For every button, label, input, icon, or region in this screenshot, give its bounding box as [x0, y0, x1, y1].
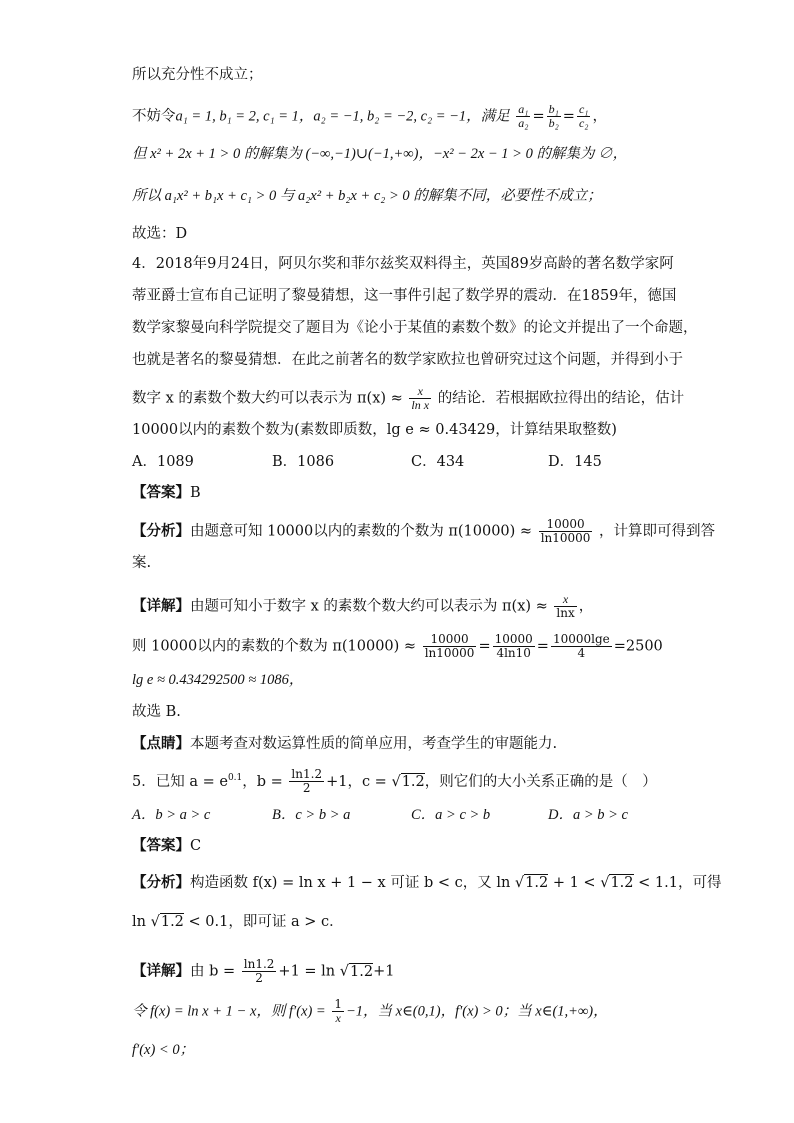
question-4-line: 10000以内的素数个数为(素数即质数，lg e ≈ 0.43429，计算结果取整数) — [132, 422, 617, 438]
detail-line: 令 f(x) = ln x + 1 − x，则 f′(x) = $\frac{1}{x}$ −1，当 x∈(0,1)，f′(x) > 0；当 x∈(1,+∞)， — [132, 997, 608, 1025]
question-4-line: 也就是著名的黎曼猜想．在此之前著名的数学家欧拉也曾研究过这个问题，并得到小于 — [132, 352, 683, 368]
question-4-line: 4．2018年9月24日，阿贝尔奖和菲尔兹奖双料得主，英国89岁高龄的著名数学家阿 — [132, 256, 674, 272]
option-d: D．a > b > c — [548, 807, 628, 823]
detail-line: 则 10000以内的素数的个数为 π(10000) ≈ $\frac{10000}{\ln 10000}$ = $\frac{10000}{4\ln 10}$ = $\frac{10000\lg e}{4}$ =2500 — [132, 632, 663, 660]
fraction: $\frac{10000\lg e}{4}$ — [552, 632, 610, 660]
detail-line: 【详解】由题可知小于数字 x 的素数个数大约可以表示为 π(x) ≈ $\frac{x}{\ln x}$ ， — [132, 592, 594, 620]
fraction: $\frac{10000}{4\ln 10}$ — [494, 632, 533, 660]
answer-line: 【答案】B — [132, 484, 201, 501]
detail-line: f′(x) < 0； — [132, 1042, 195, 1058]
analysis-line: ln √1.2 < 0.1，即可证 a > c． — [132, 914, 344, 930]
fraction: $\frac{10000}{\ln 10000}$ — [424, 632, 475, 660]
text-line: 故选：D — [132, 226, 188, 242]
remark-line: 【点睛】本题考查对数运算性质的简单应用，考查学生的审题能力. — [132, 735, 558, 752]
detail-line: lg e ≈ 0.434292500 ≈ 1086， — [132, 672, 304, 688]
detail-line: 故选 B. — [132, 704, 181, 720]
text-line: 所以充分性不成立； — [132, 67, 263, 83]
question-4-line: 数字 x 的素数个数大约可以表示为 π(x) ≈ $\frac{x}{\text{ln x}}$ 的结论．若根据欧拉得出的结论，估计 — [132, 384, 685, 412]
option-a: A．1089 — [132, 454, 194, 470]
option-b: B．1086 — [272, 454, 335, 470]
option-d: D．145 — [548, 454, 602, 470]
text-line: 所以 a₁x² + b₁x + c₁ > 0 与 a₂x² + b₂x + c₂ > 0 的解集不同，必要性不成立； — [132, 188, 602, 204]
fraction: $\frac{10000}{\ln 10000}$ — [540, 517, 591, 545]
question-4-line: 数学家黎曼向科学院提交了题目为《论小于某值的素数个数》的论文并提出了一个命题， — [132, 320, 698, 336]
fraction: $\frac{\text{c₁}}{\text{c₂}}$ — [578, 102, 589, 130]
fraction: $\frac{x}{\ln x}$ — [556, 592, 575, 620]
option-c: C．a > c > b — [411, 807, 491, 823]
analysis-line: 案. — [132, 555, 152, 571]
analysis-line: 【分析】构造函数 f(x) = ln x + 1 − x 可证 b < c，又 ln √1.2 + 1 < √1.2 < 1.1，可得 — [132, 874, 722, 891]
fraction: $\frac{\text{a₁}}{\text{a₂}}$ — [518, 102, 529, 130]
fraction: $\frac{1}{x}$ — [334, 997, 342, 1025]
fraction: $\frac{\ln 1.2}{2}$ — [243, 957, 275, 985]
analysis-line: 【分析】由题意可知 10000以内的素数的个数为 π(10000) ≈ $\frac{10000}{\ln 10000}$ ，计算即可得到答 — [132, 517, 716, 545]
question-4-line: 蒂亚爵士宣布自己证明了黎曼猜想，这一事件引起了数学界的震动．在1859年，德国 — [132, 288, 677, 304]
question-5-line: 5．已知 $a = e^{0.1}$，b = $\frac{\ln 1.2}{2}$ +1，c = √1.2，则它们的大小关系正确的是（ ） — [132, 767, 657, 796]
text-line: 但 x² + 2x + 1 > 0 的解集为 (−∞,−1)∪(−1,+∞)，−x² − 2x − 1 > 0 的解集为 ∅， — [132, 146, 628, 162]
text-line: 不妨令a₁ = 1, b₁ = 2, c₁ = 1，a₂ = −1, b₂ = −2, c₂ = −1，满足 $\frac{\text{a₁}}{\text{a₂}}$ = $\frac{\text{b₁}}{\text{b₂}}$ = $\frac{\text{c₁}}{\text{c₂}}$ ， — [132, 102, 607, 130]
option-b: B．c > b > a — [272, 807, 351, 823]
fraction: $\frac{\ln 1.2}{2}$ — [291, 767, 323, 796]
option-a: A．b > a > c — [132, 807, 211, 823]
answer-line: 【答案】C — [132, 837, 202, 854]
detail-line: 【详解】由 b = $\frac{\ln 1.2}{2}$ +1 = ln √1.2+1 — [132, 957, 395, 985]
fraction: $\frac{x}{\text{ln x}}$ — [411, 384, 430, 412]
option-c: C．434 — [411, 454, 465, 470]
fraction: $\frac{\text{b₁}}{\text{b₂}}$ — [548, 102, 559, 130]
